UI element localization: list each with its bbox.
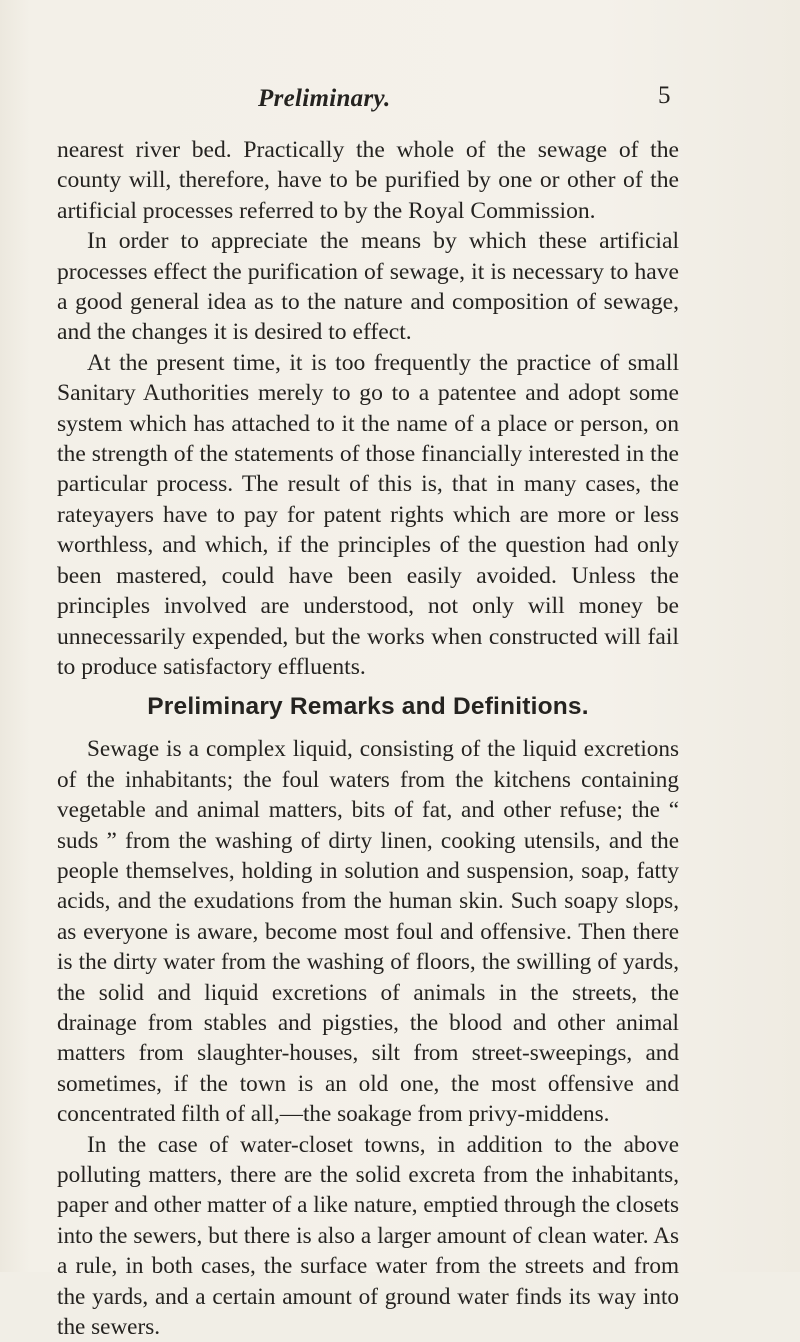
section-body xyxy=(57,734,679,1342)
paragraph: Sewage is a complex liquid, consisting of the liquid excretions of the inhabitants; the foul waters from the kitchens containing vegetable and animal matters, bits of fat, and other refuse; the “ suds ” from the washing of dirty linen, cooking utensils, and the people themselves, holding in solution and suspension, soap, fatty acids, and the exudations from the human skin. Such soapy slops, as everyone is aware, become most foul and offensive. Then there is the dirty water from the washing of floors, the swilling of yards, the solid and liquid excretions of animals in the streets, the drainage from stables and pigsties, the blood and other animal matters from slaughter-houses, silt from street-sweepings, and sometimes, if the town is an old one, the most offensive and concentrated filth of all,—the soakage from privy-middens. xyxy=(57,736,679,1128)
section-heading: Preliminary Remarks and Definitions. xyxy=(147,693,589,721)
running-title: Preliminary. xyxy=(258,85,391,112)
paragraph: In the case of water-closet towns, in addition to the above polluting matters, there are the solid excreta from the inhabitants, paper and other matter of a like nature, emptied through the closets into the sewers, but there is also a larger amount of clean water. As a rule, in both cases, the surface water from the streets and from the yards, and a certain amount of ground water finds its way into the sewers. xyxy=(57,1131,679,1341)
paragraph: nearest river bed. Practically the whole of the sewage of the county will, therefore, have to be purified by one or other of the artificial processes referred to by the Royal Commission. xyxy=(57,137,679,224)
body-text xyxy=(57,135,679,1342)
page-number: 5 xyxy=(658,82,671,109)
paragraph: At the present time, it is too frequently the practice of small Sanitary Authorities merely to go to a patentee and adopt some system which has attached to it the name of a place or person, on the strength of the statements of those financially interested in the particular process. The result of this is, that in many cases, the rateyayers have to pay for patent rights which are more or less worthless, and which, if the principles of the question had only been mastered, could have been easily avoided. Unless the principles involved are understood, not only will money be unnecessarily expended, but the works when constructed will fail to produce satisfactory effluents. xyxy=(57,349,679,680)
page-header xyxy=(0,82,800,125)
paragraph: In order to appreciate the means by which these artificial processes effect the purification of sewage, it is necessary to have a good general idea as to the nature and composition of sewage, and the changes it is desired to effect. xyxy=(57,228,679,346)
